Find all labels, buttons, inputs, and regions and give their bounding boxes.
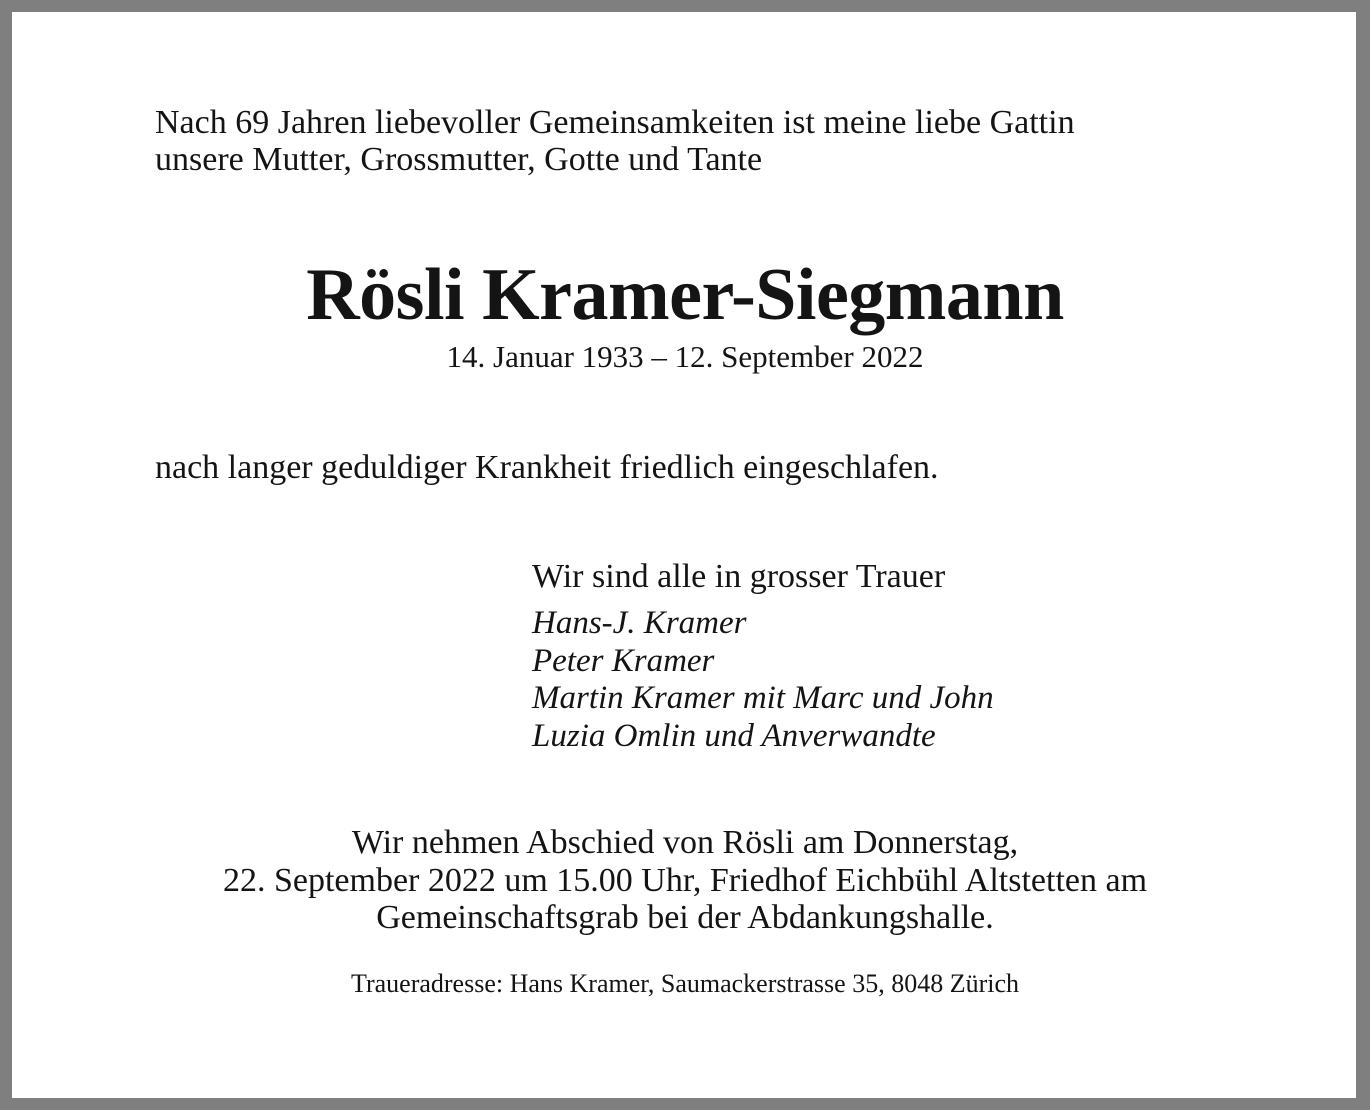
intro-text <box>155 104 1075 178</box>
passing-text: nach langer geduldiger Krankheit friedlich eingeschlafen. <box>155 449 939 486</box>
mourner-name: Hans-J. Kramer <box>532 605 747 641</box>
obituary-notice <box>12 12 1356 1098</box>
farewell-line-1: Wir nehmen Abschied von Rösli am Donnerstag, <box>351 824 1019 861</box>
deceased-name: Rösli Kramer-Siegmann <box>306 254 1064 336</box>
mourner-name: Luzia Omlin und Anverwandte <box>532 717 936 754</box>
intro-line-2: unsere Mutter, Grossmutter, Gotte und Tante <box>155 141 763 178</box>
life-dates: 14. Januar 1933 – 12. September 2022 <box>446 339 924 374</box>
mourners-list <box>532 605 994 755</box>
farewell-line-2: 22. September 2022 um 15.00 Uhr, Friedhof Eichbühl Altstetten am <box>222 861 1148 899</box>
mourners-block <box>532 557 994 755</box>
mourner-name: Peter Kramer <box>532 642 715 679</box>
mourning-address: Traueradresse: Hans Kramer, Saumackerstrasse 35, 8048 Zürich <box>350 969 1019 998</box>
farewell-text <box>12 824 1358 937</box>
intro-line-1: Nach 69 Jahren liebevoller Gemeinsamkeiten ist meine liebe Gattin <box>155 104 1075 141</box>
mourners-heading: Wir sind alle in grosser Trauer <box>532 558 946 595</box>
farewell-line-3: Gemeinschaftsgrab bei der Abdankungshalle. <box>376 899 994 936</box>
mourner-name: Martin Kramer mit Marc und John <box>532 680 994 716</box>
